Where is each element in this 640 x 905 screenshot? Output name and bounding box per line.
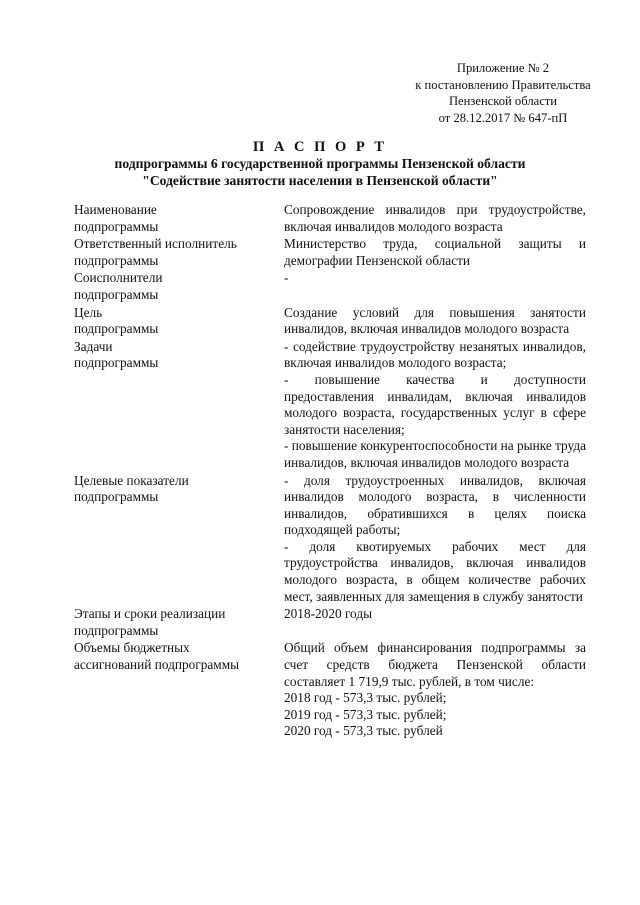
row-value: [284, 202, 586, 235]
document-subtitle: [0, 156, 640, 190]
subtitle-line: "Содействие занятости населения в Пензенской области": [142, 172, 498, 188]
value-paragraph: 2019 год - 573,3 тыс. рублей;: [284, 706, 447, 722]
value-paragraph: - содействие трудоустройству незанятых инвалидов, включая инвалидов молодого возраста;: [284, 338, 586, 371]
label-line: Цель: [74, 304, 103, 320]
row-value: [284, 270, 586, 303]
subtitle-line: подпрограммы 6 государственной программы Пензенской области: [114, 156, 526, 171]
value-paragraph: - повышение конкурентоспособности на рынке труда инвалидов, включая инвалидов молодого возраста: [284, 438, 586, 470]
row-tasks: [74, 339, 586, 472]
row-coexecutors: [74, 270, 586, 303]
label-line: подпрограммы: [74, 218, 159, 234]
row-label: [74, 270, 284, 303]
row-value: [284, 339, 586, 472]
row-indicators: [74, 473, 586, 606]
value-paragraph: Создание условий для повышения занятости инвалидов, включая инвалидов молодого возраста: [284, 304, 586, 337]
value-paragraph: Министерство труда, социальной защиты и демографии Пензенской области: [284, 236, 586, 268]
annex-line: от 28.12.2017 № 647-пП: [438, 110, 568, 125]
label-line: Соисполнители: [74, 270, 163, 286]
label-line: подпрограммы: [74, 355, 159, 371]
label-line: подпрограммы: [74, 622, 159, 638]
row-goal: [74, 305, 586, 338]
row-label: [74, 473, 284, 606]
row-label: [74, 640, 284, 740]
row-value: [284, 305, 586, 338]
row-value: [284, 640, 586, 740]
passport-table: [74, 202, 586, 741]
label-line: подпрограммы: [74, 286, 159, 302]
label-line: Наименование: [74, 202, 157, 217]
annex-line: Приложение № 2: [456, 61, 550, 75]
value-paragraph: 2018-2020 годы: [284, 606, 373, 622]
label-line: Ответственный исполнитель: [74, 236, 237, 252]
document-title: П А С П О Р Т: [252, 139, 388, 155]
row-value: [284, 236, 586, 269]
row-value: [284, 606, 586, 639]
annex-header: [413, 60, 593, 126]
value-paragraph: 2018 год - 573,3 тыс. рублей;: [284, 690, 447, 706]
label-line: подпрограммы: [74, 489, 159, 505]
row-responsible: [74, 236, 586, 269]
label-line: Целевые показатели: [74, 472, 189, 488]
row-label: [74, 339, 284, 472]
value-paragraph: -: [284, 270, 289, 286]
label-line: Задачи: [74, 338, 113, 354]
label-line: Этапы и сроки реализации: [74, 606, 226, 622]
value-paragraph: - доля трудоустроенных инвалидов, включая инвалидов молодого возраста, в численности инвалидов, обратившихся в целях поиска подходящей работы;: [284, 472, 586, 538]
row-label: [74, 305, 284, 338]
row-value: [284, 473, 586, 606]
label-line: Объемы бюджетных: [74, 640, 190, 656]
value-paragraph: Сопровождение инвалидов при трудоустройстве, включая инвалидов молодого возраста: [284, 202, 586, 234]
annex-line: Пензенской области: [448, 94, 558, 109]
row-label: [74, 606, 284, 639]
value-paragraph: Общий объем финансирования подпрограммы за счет средств бюджета Пензенской области составляет 1 719,9 тыс. рублей, в том числе:: [284, 640, 586, 689]
label-line: подпрограммы: [74, 321, 159, 337]
row-label: [74, 236, 284, 269]
annex-line: к постановлению Правительства: [415, 77, 591, 92]
value-paragraph: - повышение качества и доступности предоставления инвалидам, включая инвалидов молодого возраста, государственных услуг в сфере занятости населения;: [284, 371, 586, 437]
row-budget: [74, 640, 586, 740]
row-name: [74, 202, 586, 235]
label-line: ассигнований подпрограммы: [74, 657, 240, 673]
value-paragraph: 2020 год - 573,3 тыс. рублей: [284, 723, 443, 739]
row-stages: [74, 606, 586, 639]
row-label: [74, 202, 284, 235]
value-paragraph: - доля квотируемых рабочих мест для трудоустройства инвалидов, включая инвалидов молодого возраста, в общем количестве рабочих мест, заявленных для замещения в службу занятости: [284, 538, 586, 604]
label-line: подпрограммы: [74, 252, 159, 268]
